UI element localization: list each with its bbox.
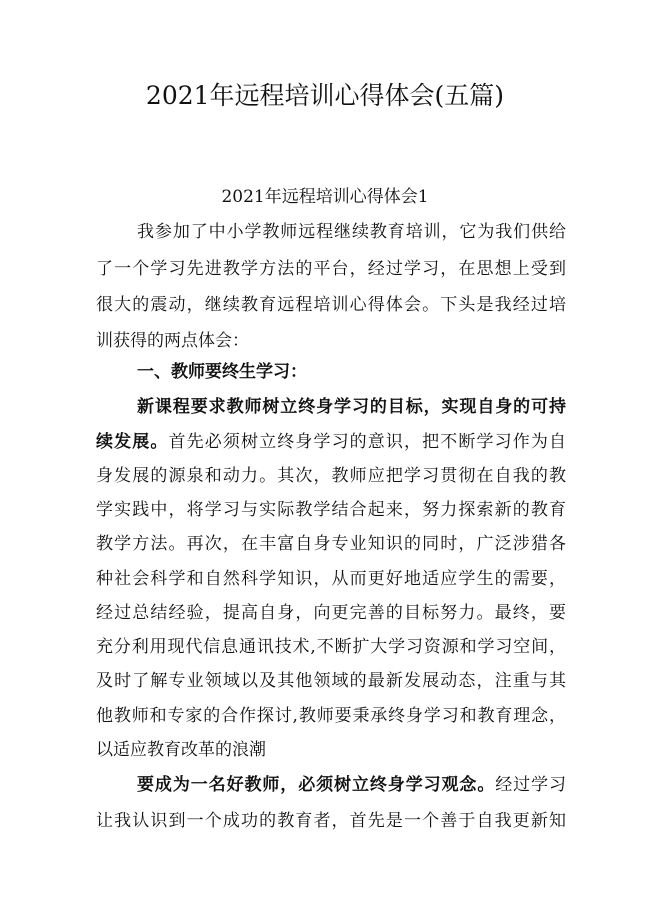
paragraph-line: 他教师和专家的合作探讨,教师要秉承终身学习和教育理念， (96, 706, 566, 726)
paragraph-line: 训获得的两点体会： (96, 331, 249, 351)
subheading: 一、教师要终生学习： (137, 362, 307, 382)
paragraph-line: 我参加了中小学教师远程继续教育培训，它为我们供给 (137, 222, 566, 242)
paragraph-line: 及时了解专业领域以及其他领域的最新发展动态，注重与其 (96, 671, 566, 691)
paragraph-line: 学实践中，将学习与实际教学结合起来，努力探索新的教育 (96, 500, 566, 520)
paragraph-line: 了一个学习先进教学方法的平台，经过学习，在思想上受到 (96, 259, 566, 279)
paragraph-line: 教学方法。再次，在丰富自身专业知识的同时，广泛涉猎各 (96, 534, 566, 554)
document-title: 2021年远程培训心得体会(五篇) (145, 81, 505, 110)
paragraph-line: 以适应教育改革的浪潮 (96, 740, 266, 760)
paragraph-line: 身发展的源泉和动力。其次，教师应把学习贯彻在自我的教 (96, 466, 566, 486)
paragraph-line: 新课程要求教师树立终身学习的目标，实现自身的可持 (137, 397, 566, 417)
paragraph-line: 经过总结经验，提高自身，向更完善的目标努力。最终，要 (96, 603, 566, 623)
bold-phrase: 要成为一名好教师，必须树立终身学习观念。 (137, 775, 496, 795)
paragraph-line: 充分利用现代信息通讯技术,不断扩大学习资源和学习空间， (96, 637, 566, 657)
text-run: 首先必须树立终身学习的意识，把不断学习作为自 (168, 432, 567, 452)
paragraph-line (137, 772, 566, 798)
section-title: 2021年远程培训心得体会1 (221, 187, 429, 207)
paragraph-line: 让我认识到一个成功的教育者，首先是一个善于自我更新知 (96, 811, 566, 831)
paragraph-line: 很大的震动，继续教育远程培训心得体会。下头是我经过培 (96, 295, 566, 315)
bold-phrase: 续发展。 (96, 432, 169, 452)
text-run: 经过学习 (495, 775, 567, 795)
paragraph-line (96, 429, 566, 455)
paragraph-line: 种社会科学和自然科学知识，从而更好地适应学生的需要， (96, 569, 566, 589)
